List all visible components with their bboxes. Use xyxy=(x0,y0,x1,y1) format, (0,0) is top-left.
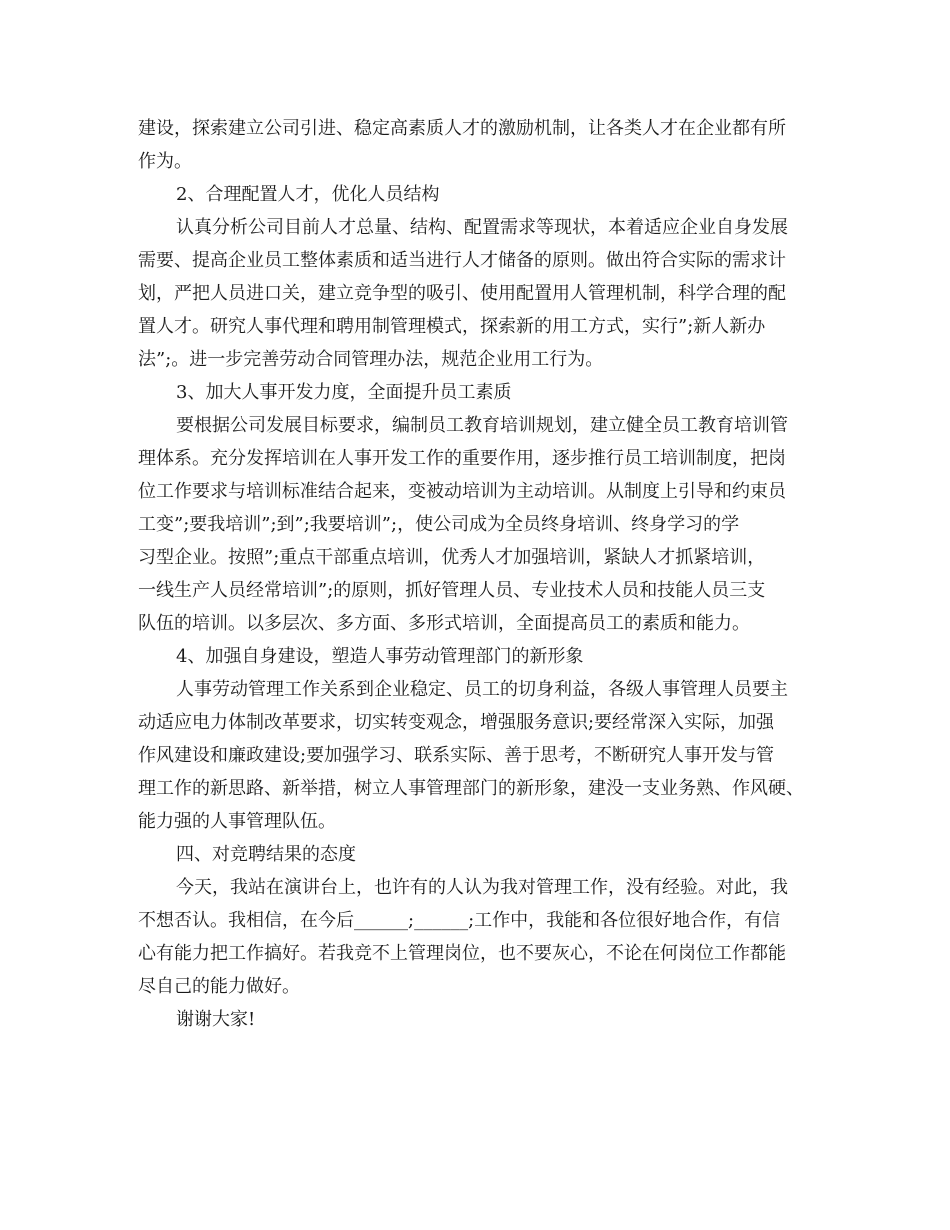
text-line: 不想否认。我相信，在今后______;______;工作中，我能和各位很好地合作，有信 xyxy=(138,910,781,931)
text-line: 四、对竞聘结果的态度 xyxy=(176,844,356,865)
text-line: 要根据公司发展目标要求，编制员工教育培训规划，建立健全员工教育培训管 xyxy=(176,415,788,436)
text-line: 动适应电力体制改革要求，切实转变观念，增强服务意识;要经常深入实际，加强 xyxy=(138,712,775,733)
text-line: 理工作的新思路、新举措，树立人事管理部门的新形象，建没一支业务熟、作风硬、 xyxy=(138,778,804,799)
text-line: 2、合理配置人才，优化人员结构 xyxy=(176,184,440,205)
text-line: 理体系。充分发挥培训在人事开发工作的重要作用，逐步推行员工培训制度，把岗 xyxy=(138,448,786,469)
text-line: 4、加强自身建设，塑造人事劳动管理部门的新形象 xyxy=(176,646,584,667)
document-body xyxy=(138,112,828,1036)
text-line: 谢谢大家! xyxy=(176,1009,256,1030)
text-line: 认真分析公司目前人才总量、结构、配置需求等现状，本着适应企业自身发展 xyxy=(176,217,788,238)
text-line: 作为。 xyxy=(138,151,192,172)
text-line: 工变”;要我培训”;到”;我要培训”;，使公司成为全员终身培训、终身学习的学 xyxy=(138,514,740,535)
text-line: 法”;。进一步完善劳动合同管理办法，规范企业用工行为。 xyxy=(138,349,604,370)
text-line: 3、加大人事开发力度，全面提升员工素质 xyxy=(176,382,512,403)
text-line: 今天，我站在演讲台上，也许有的人认为我对管理工作，没有经验。对此，我 xyxy=(176,877,788,898)
text-line: 划，严把人员进口关，建立竞争型的吸引、使用配置用人管理机制，科学合理的配 xyxy=(138,283,786,304)
text-line: 尽自己的能力做好。 xyxy=(138,976,300,997)
text-line: 一线生产人员经常培训”;的原则，抓好管理人员、专业技术人员和技能人员三支 xyxy=(138,580,766,601)
text-line: 能力强的人事管理队伍。 xyxy=(138,811,336,832)
text-line: 习型企业。按照”;重点干部重点培训，优秀人才加强培训，紧缺人才抓紧培训， xyxy=(138,547,766,568)
text-line: 队伍的培训。以多层次、多方面、多形式培训，全面提高员工的素质和能力。 xyxy=(138,613,750,634)
text-line: 人事劳动管理工作关系到企业稳定、员工的切身利益，各级人事管理人员要主 xyxy=(176,679,788,700)
text-line: 心有能力把工作搞好。若我竞不上管理岗位，也不要灰心，不论在何岗位工作都能 xyxy=(138,943,786,964)
text-line: 位工作要求与培训标准结合起来，变被动培训为主动培训。从制度上引导和约束员 xyxy=(138,481,786,502)
text-line: 作风建设和廉政建设;要加强学习、联系实际、善于思考，不断研究人事开发与管 xyxy=(138,745,775,766)
text-line: 建设，探索建立公司引进、稳定高素质人才的激励机制，让各类人才在企业都有所 xyxy=(138,118,786,139)
text-line: 置人才。研究人事代理和聘用制管理模式，探索新的用工方式，实行”;新人新办 xyxy=(138,316,766,337)
text-line: 需要、提高企业员工整体素质和适当进行人才储备的原则。做出符合实际的需求计 xyxy=(138,250,786,271)
